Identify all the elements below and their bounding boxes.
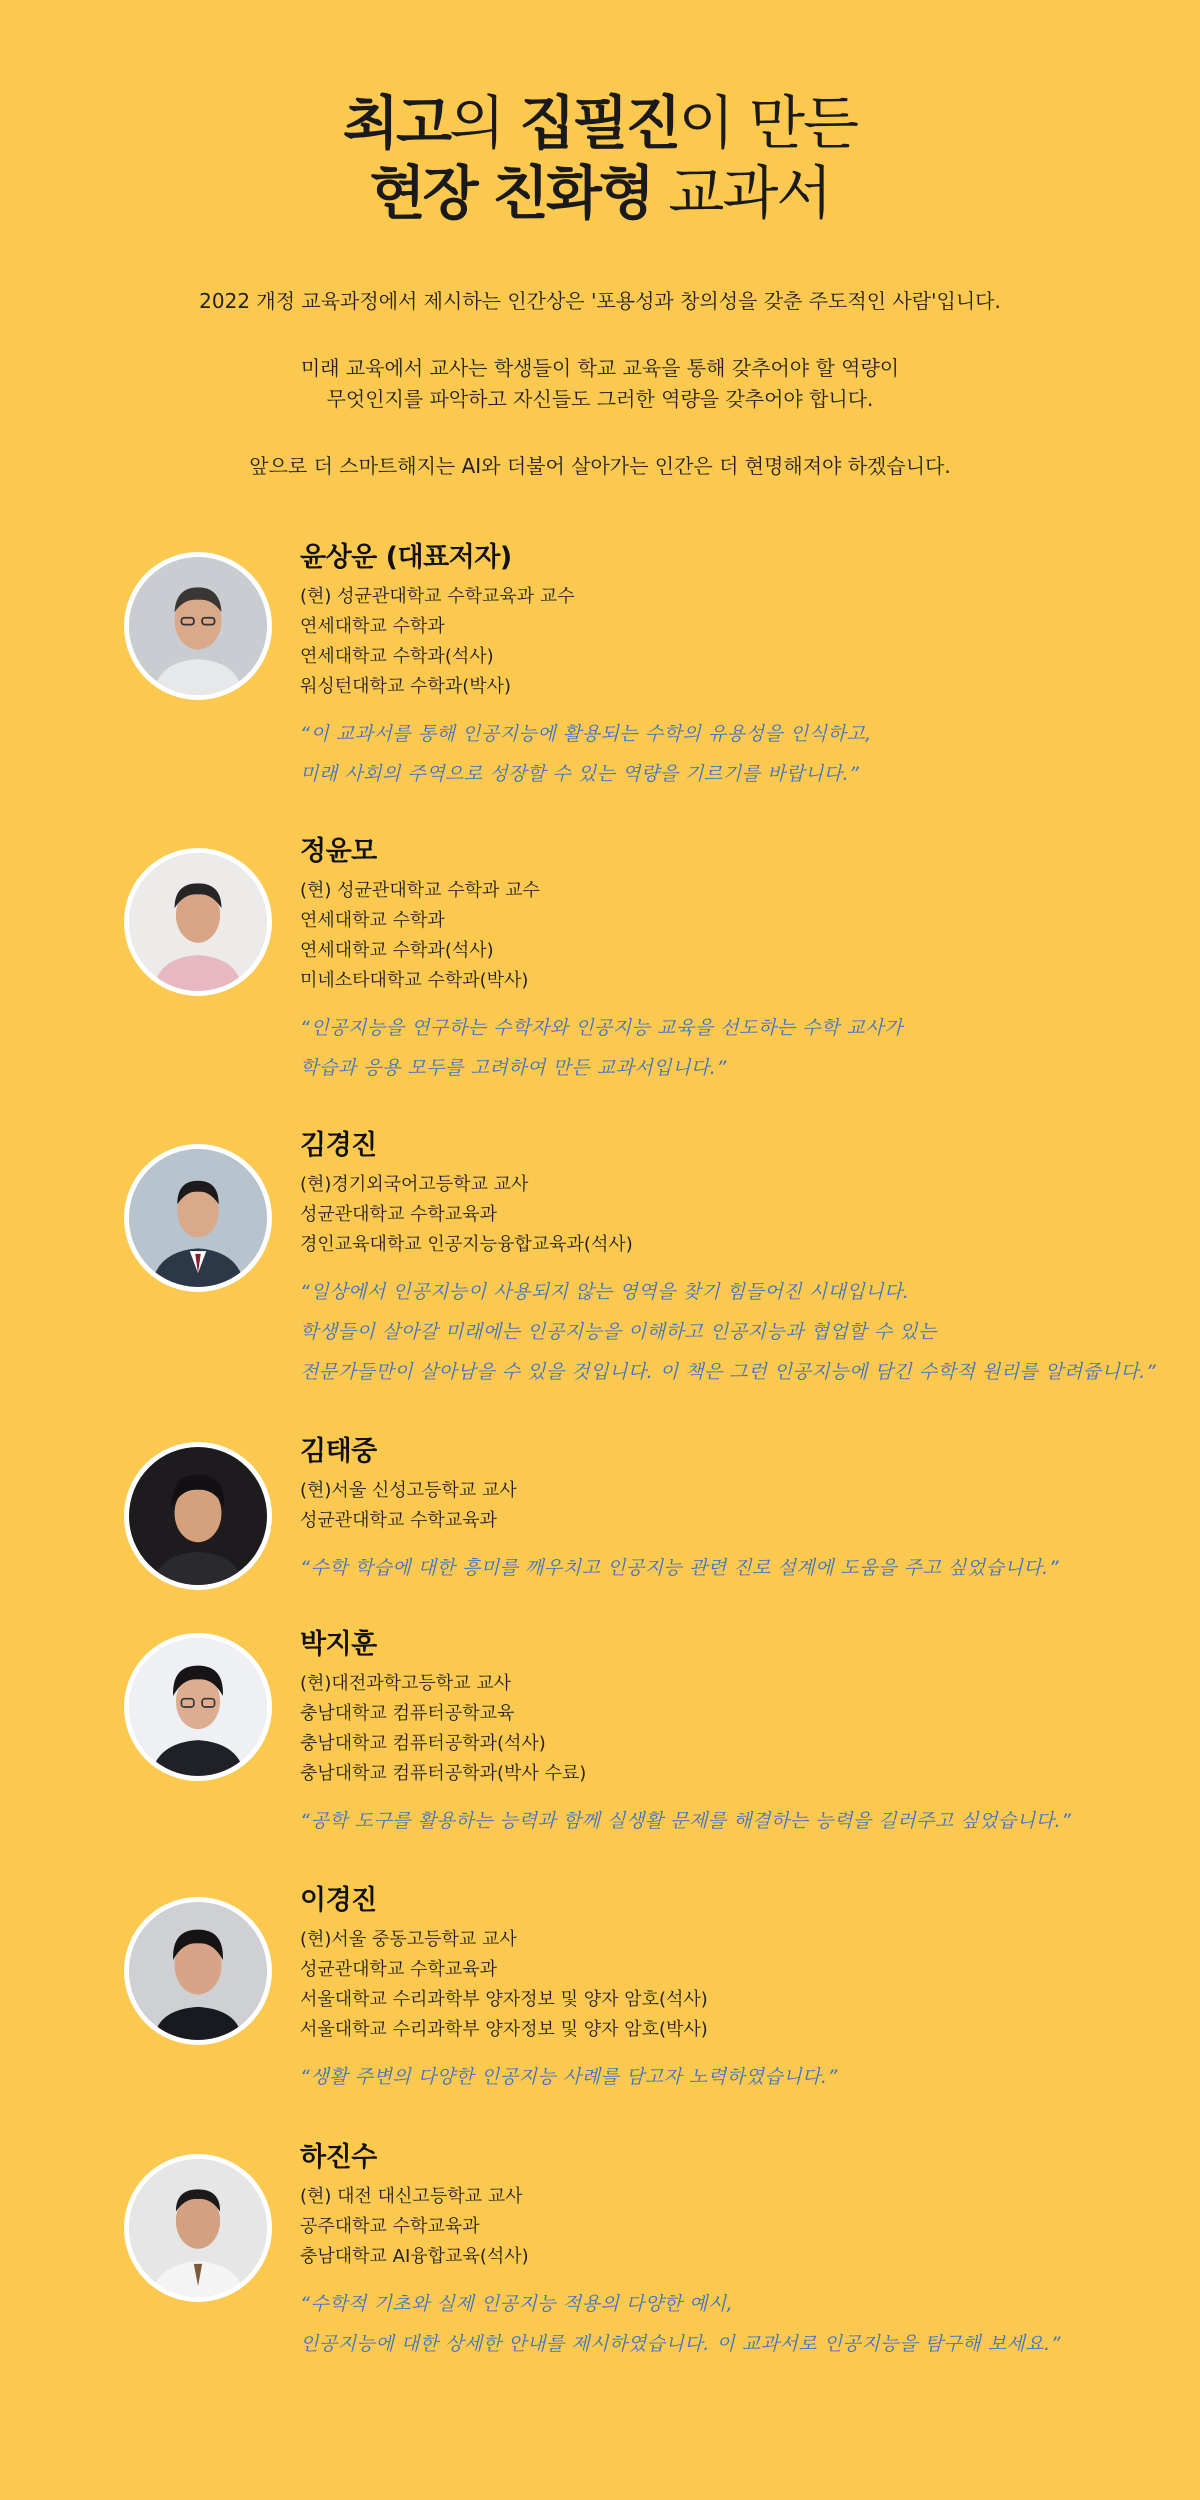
author-name: 하진수 xyxy=(300,2142,377,2173)
person-portrait-icon xyxy=(129,853,267,991)
quote-line: “수학적 기초와 실제 인공지능 적용의 다양한 예시, xyxy=(300,2293,734,2315)
credential-item: (현)대전과학고등학교 교사 xyxy=(300,1673,512,1694)
intro-paragraph: 미래 교육에서 교사는 학생들이 학교 교육을 통해 갖추어야 할 역량이 xyxy=(300,356,900,380)
author-info xyxy=(300,540,1160,794)
title-text: 교과서 xyxy=(651,159,831,227)
person-portrait-icon xyxy=(129,1447,267,1585)
person-portrait-icon xyxy=(129,2159,267,2297)
credential-item: 서울대학교 수리과학부 양자정보 및 양자 암호(박사) xyxy=(300,2019,708,2040)
intro-paragraph: 무엇인지를 파악하고 자신들도 그러한 역량을 갖추어야 합니다. xyxy=(326,387,874,411)
credential-item: 충남대학교 컴퓨터공학교육 xyxy=(300,1703,515,1724)
author-photo xyxy=(124,848,272,996)
page-title-line-2 xyxy=(0,158,1200,228)
author-credentials xyxy=(300,582,1160,702)
credential-item: 충남대학교 컴퓨터공학과(박사 수료) xyxy=(300,1763,587,1784)
quote-line: 전문가들만이 살아남을 수 있을 것입니다. 이 책은 그런 인공지능에 담긴 수학적 원리를 알려줍니다.” xyxy=(300,1361,1157,1383)
credential-item: 성균관대학교 수학교육과 xyxy=(300,1510,497,1531)
credential-item: 성균관대학교 수학교육과 xyxy=(300,1959,497,1980)
author-quote xyxy=(300,1801,1160,1841)
credential-item: (현)서울 신성고등학교 교사 xyxy=(300,1480,517,1501)
author-name: 이경진 xyxy=(300,1885,377,1916)
title-text: 이 만든 xyxy=(678,89,858,157)
title-emphasis-authors: 집필진 xyxy=(519,89,679,157)
author-photo xyxy=(124,552,272,700)
author-credentials xyxy=(300,1476,1160,1536)
quote-line: “일상에서 인공지능이 사용되지 않는 영역을 찾기 힘들어진 시대입니다. xyxy=(300,1281,910,1303)
author-credentials xyxy=(300,1925,1160,2045)
credential-item: 연세대학교 수학과 xyxy=(300,616,445,637)
credential-item: 워싱턴대학교 수학과(박사) xyxy=(300,676,512,697)
quote-line: 학생들이 살아갈 미래에는 인공지능을 이해하고 인공지능과 협업할 수 있는 xyxy=(300,1321,937,1343)
credential-item: 충남대학교 AI융합교육(석사) xyxy=(300,2246,529,2267)
author-name: 김경진 xyxy=(300,1130,377,1161)
person-portrait-icon xyxy=(129,1638,267,1776)
author-credentials xyxy=(300,1669,1160,1789)
author-credentials xyxy=(300,2182,1160,2272)
author-info xyxy=(300,1128,1160,1392)
author-name: 정윤모 xyxy=(300,836,377,867)
page-title-line-1 xyxy=(0,88,1200,158)
author-quote xyxy=(300,2057,1160,2097)
credential-item: 연세대학교 수학과(석사) xyxy=(300,646,494,667)
intro-text xyxy=(0,286,1200,482)
person-portrait-icon xyxy=(129,1149,267,1287)
author-photo xyxy=(124,1897,272,2045)
person-portrait-icon xyxy=(129,557,267,695)
author-quote xyxy=(300,1272,1160,1392)
author-quote xyxy=(300,1008,1160,1088)
author-credentials xyxy=(300,876,1160,996)
credential-item: (현)경기외국어고등학교 교사 xyxy=(300,1174,529,1195)
credential-item: 연세대학교 수학과 xyxy=(300,910,445,931)
author-info xyxy=(300,834,1160,1088)
quote-line: “공학 도구를 활용하는 능력과 함께 실생활 문제를 해결하는 능력을 길러주고 싶었습니다.” xyxy=(300,1810,1072,1832)
credential-item: (현) 성균관대학교 수학교육과 교수 xyxy=(300,586,575,607)
credential-item: 공주대학교 수학교육과 xyxy=(300,2216,480,2237)
credential-item: 연세대학교 수학과(석사) xyxy=(300,940,494,961)
credential-item: 서울대학교 수리과학부 양자정보 및 양자 암호(석사) xyxy=(300,1989,708,2010)
intro-paragraph: 앞으로 더 스마트해지는 AI와 더불어 살아가는 인간은 더 현명해져야 하겠습니다. xyxy=(249,454,951,478)
author-info xyxy=(300,2140,1160,2364)
quote-line: “생활 주변의 다양한 인공지능 사례를 담고자 노력하였습니다.” xyxy=(300,2066,838,2088)
credential-item: 경인교육대학교 인공지능융합교육과(석사) xyxy=(300,1234,633,1255)
quote-line: “수학 학습에 대한 흥미를 깨우치고 인공지능 관련 진로 설계에 도움을 주고 싶었습니다.” xyxy=(300,1557,1060,1579)
author-name: 김태중 xyxy=(300,1436,377,1467)
credential-item: (현) 대전 대신고등학교 교사 xyxy=(300,2186,523,2207)
credential-item: 미네소타대학교 수학과(박사) xyxy=(300,970,529,991)
author-quote xyxy=(300,2284,1160,2364)
author-credentials xyxy=(300,1170,1160,1260)
credential-item: 충남대학교 컴퓨터공학과(석사) xyxy=(300,1733,546,1754)
title-emphasis-best: 최고 xyxy=(342,89,449,157)
credential-item: (현) 성균관대학교 수학과 교수 xyxy=(300,880,540,901)
quote-line: 인공지능에 대한 상세한 안내를 제시하였습니다. 이 교과서로 인공지능을 탐구해 보세요.” xyxy=(300,2333,1062,2355)
author-photo xyxy=(124,1442,272,1590)
author-quote xyxy=(300,1548,1160,1588)
quote-line: “인공지능을 연구하는 수학자와 인공지능 교육을 선도하는 수학 교사가 xyxy=(300,1017,903,1039)
person-portrait-icon xyxy=(129,1902,267,2040)
author-name: 박지훈 xyxy=(300,1629,377,1660)
quote-line: 학습과 응용 모두를 고려하여 만든 교과서입니다.” xyxy=(300,1057,727,1079)
hero xyxy=(0,0,1200,482)
author-photo xyxy=(124,2154,272,2302)
credential-item: 성균관대학교 수학교육과 xyxy=(300,1204,497,1225)
quote-line: “이 교과서를 통해 인공지능에 활용되는 수학의 유용성을 인식하고, xyxy=(300,723,872,745)
author-info xyxy=(300,1434,1160,1588)
author-info xyxy=(300,1627,1160,1841)
title-text: 의 xyxy=(448,89,520,157)
quote-line: 미래 사회의 주역으로 성장할 수 있는 역량을 기르기를 바랍니다.” xyxy=(300,763,860,785)
author-quote xyxy=(300,714,1160,794)
author-photo xyxy=(124,1633,272,1781)
title-emphasis-field: 현장 친화형 xyxy=(369,159,652,227)
author-photo xyxy=(124,1144,272,1292)
intro-paragraph: 2022 개정 교육과정에서 제시하는 인간상은 '포용성과 창의성을 갖춘 주도적인 사람'입니다. xyxy=(199,289,1001,313)
author-name: 윤상운 (대표저자) xyxy=(300,542,512,573)
author-info xyxy=(300,1883,1160,2097)
credential-item: (현)서울 중동고등학교 교사 xyxy=(300,1929,517,1950)
